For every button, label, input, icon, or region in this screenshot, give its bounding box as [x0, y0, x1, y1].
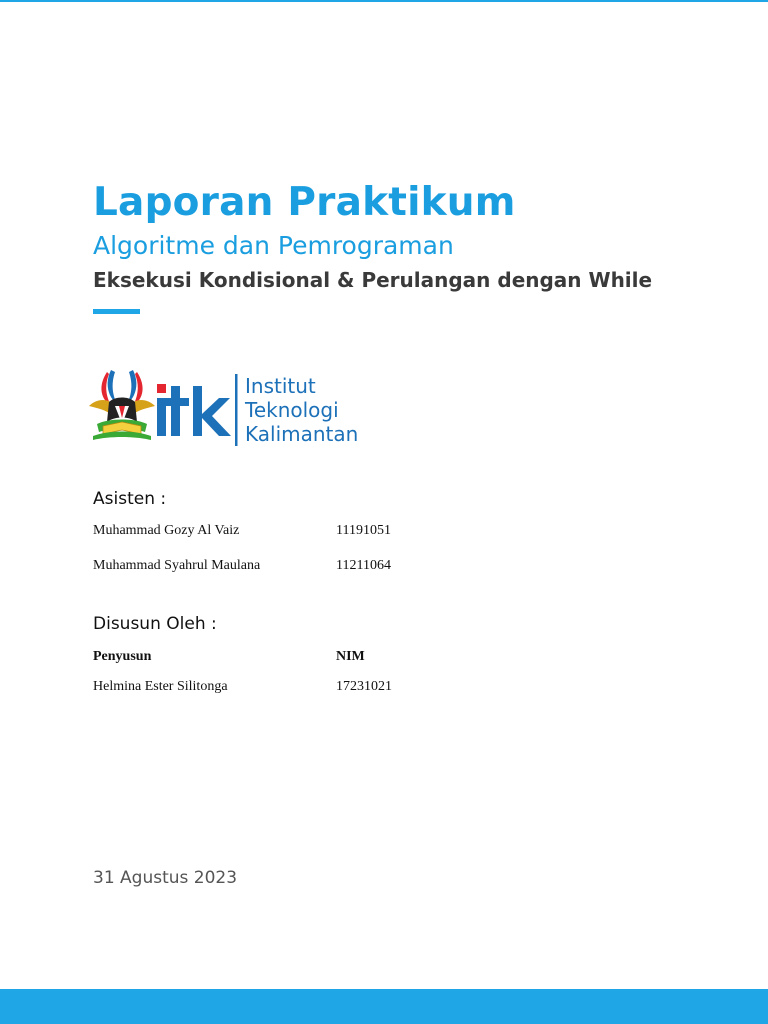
- report-date: 31 Agustus 2023: [93, 868, 238, 888]
- hornbill-emblem-icon: [89, 370, 155, 440]
- asisten-name: Muhammad Syahrul Maulana: [93, 558, 261, 573]
- report-title: Laporan Praktikum: [93, 180, 516, 225]
- practicum-topic: Eksekusi Kondisional & Perulangan dengan While: [93, 268, 653, 292]
- disusun-heading: Disusun Oleh :: [93, 614, 217, 634]
- top-border-line: [0, 0, 768, 2]
- nim-column-header: NIM: [336, 649, 365, 664]
- asisten-nim: 11211064: [336, 558, 391, 573]
- asisten-name: Muhammad Gozy Al Vaiz: [93, 523, 240, 538]
- penyusun-nim: 17231021: [336, 679, 392, 694]
- logo-text-kalimantan: Kalimantan: [245, 422, 359, 446]
- itk-logo-graphic: [85, 366, 365, 448]
- asisten-nim: 11191051: [336, 523, 391, 538]
- penyusun-name: Helmina Ester Silitonga: [93, 679, 228, 694]
- itk-logo: [85, 366, 365, 448]
- logo-text-institut: Institut: [245, 374, 316, 398]
- penyusun-column-header: Penyusun: [93, 649, 152, 664]
- itk-wordmark: [157, 374, 238, 446]
- course-subtitle: Algoritme dan Pemrograman: [93, 231, 454, 260]
- title-accent-line: [93, 309, 140, 314]
- asisten-heading: Asisten :: [93, 489, 167, 509]
- logo-text-teknologi: Teknologi: [245, 398, 339, 422]
- bottom-accent-bar: [0, 989, 768, 1024]
